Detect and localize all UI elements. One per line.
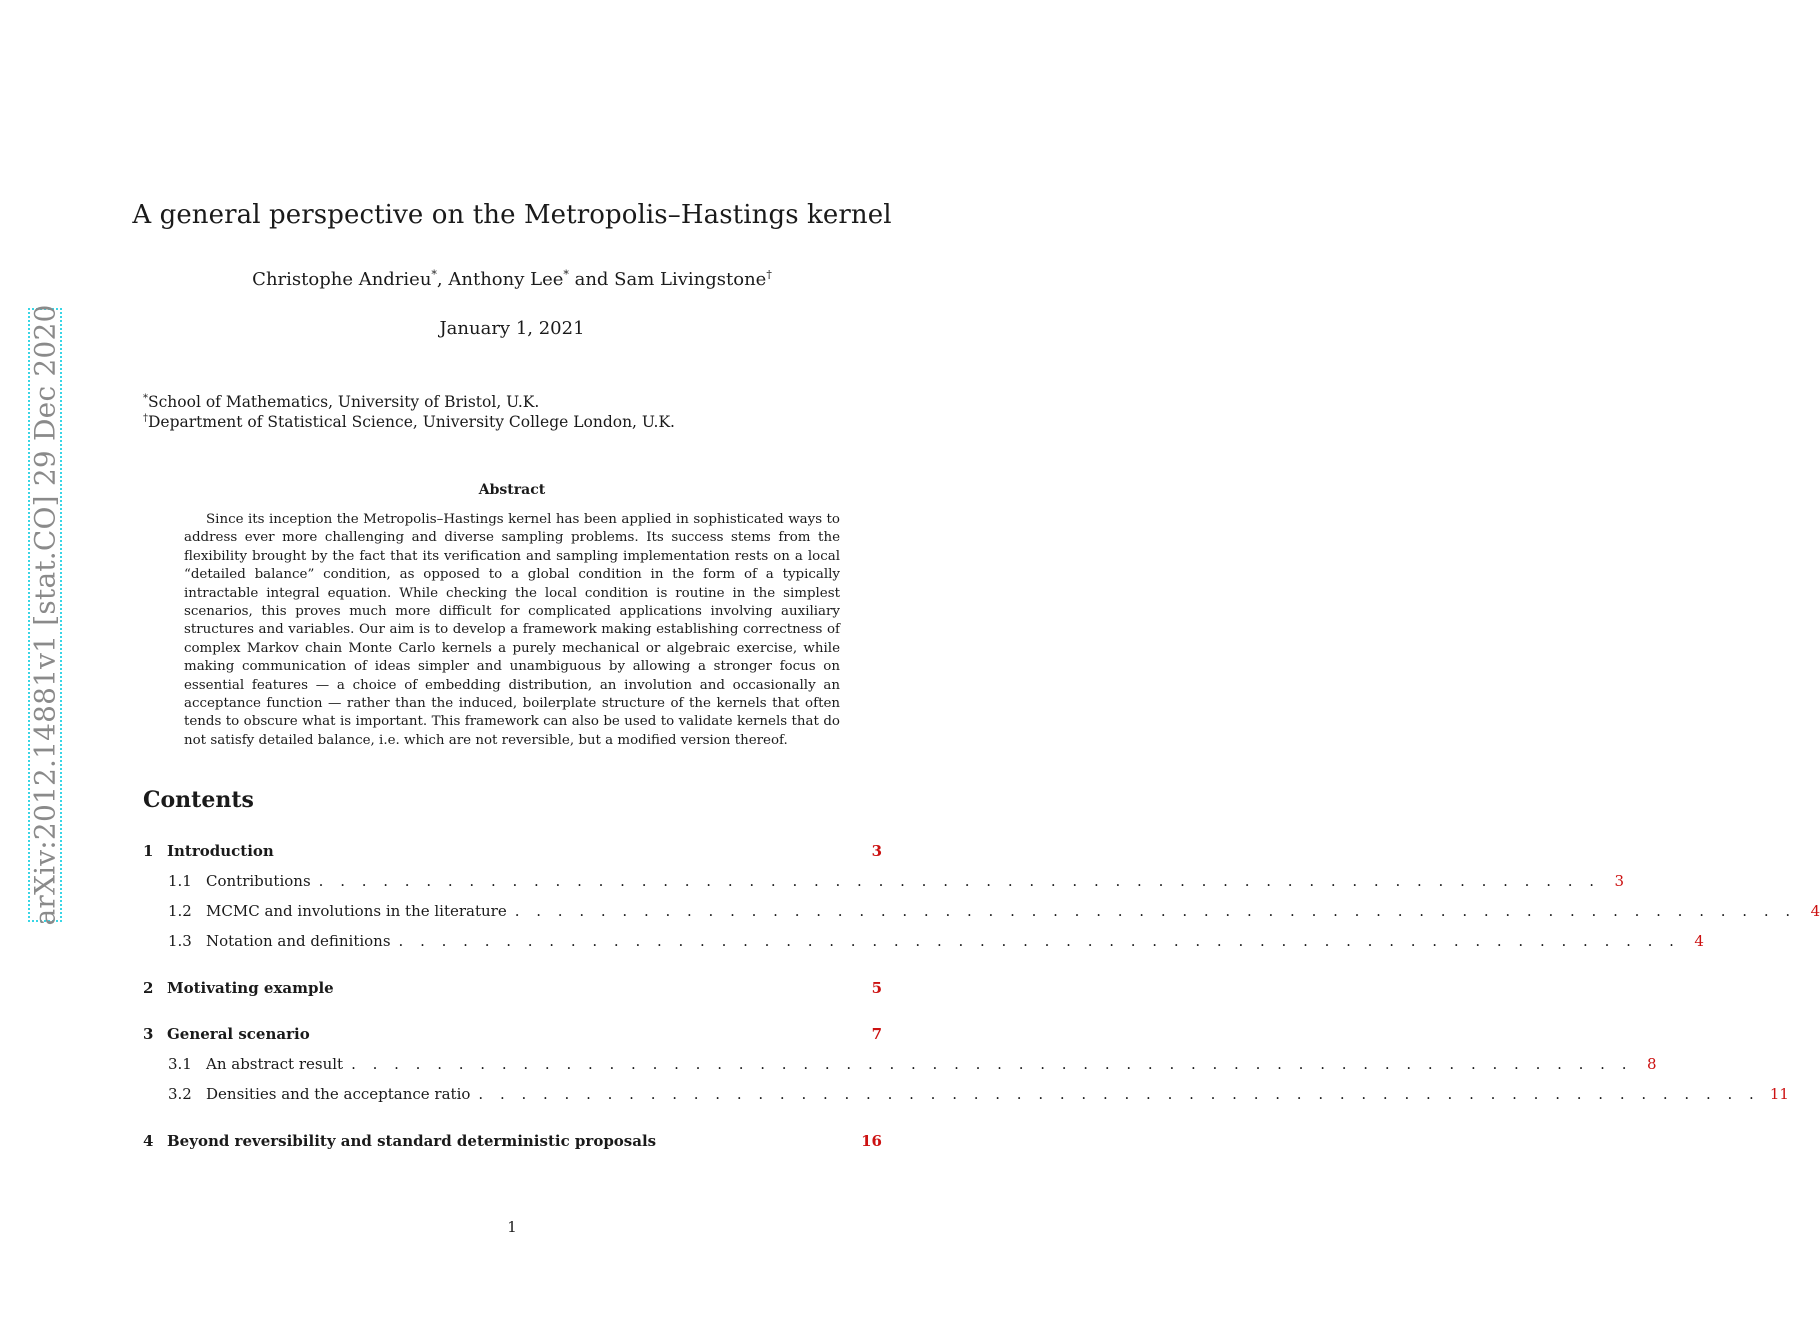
affiliation-text: School of Mathematics, University of Bristol, U.K. — [148, 393, 540, 412]
toc-page-link[interactable]: 7 — [871, 1025, 882, 1043]
toc-page-link[interactable]: 4 — [1694, 932, 1704, 950]
toc-title: Notation and definitions — [206, 932, 391, 950]
abstract-text: Since its inception the Metropolis–Hastings kernel has been applied in sophisticated ways to address ever more challenging and diverse sampling problems. Its success stems from the flexibility brought by the fact that its verification and sampling implementation rests on a local “detailed balance” condition, as opposed to a global condition in the form of a typically intractable integral equation. While checking the local condition is routine in the simplest scenarios, this proves much more difficult for complicated applications involving auxiliary structures and variables. Our aim is to develop a framework making establishing correctness of complex Markov chain Monte Carlo kernels a purely mechanical or algebraic exercise, while making communication of ideas simpler and unambiguous by allowing a stronger focus on essential features — a choice of embedding distribution, an involution and occasionally an acceptance function — rather than the induced, boilerplate structure of the kernels that often tends to obscure what is important. This framework can also be used to validate kernels that do not satisfy detailed balance, i.e. which are not reversible, but a modified version thereof. — [184, 512, 840, 748]
toc-dot-leader: . . . . . . . . . . . . . . . . . . . . . . . . . . . . . . . . . . . . . . . . . . . . . . . . . . . . . . . . . . . . — [478, 1085, 1760, 1103]
toc-dot-leader: . . . . . . . . . . . . . . . . . . . . . . . . . . . . . . . . . . . . . . . . . . . . . . . . . . . . . . . . . . . . — [514, 902, 1797, 920]
toc-number: 3.2 — [168, 1085, 192, 1103]
toc-title: Beyond reversibility and standard deterministic proposals — [167, 1132, 657, 1150]
toc-subsection-entry[interactable] — [143, 1085, 1789, 1107]
toc-page-link[interactable]: 4 — [1810, 902, 1820, 920]
affiliation — [143, 413, 675, 431]
toc-dot-leader: . . . . . . . . . . . . . . . . . . . . . . . . . . . . . . . . . . . . . . . . . . . . . . . . . . . . . . . . . . . . — [351, 1055, 1633, 1073]
toc-page-link[interactable]: 16 — [861, 1132, 882, 1150]
author-name: Anthony Lee — [448, 269, 564, 290]
toc-number: 1 — [143, 842, 154, 860]
toc-subsection-entry[interactable] — [143, 932, 1704, 954]
toc-title: An abstract result — [206, 1055, 344, 1073]
paper-title: A general perspective on the Metropolis–Hastings kernel — [132, 200, 892, 230]
toc-title: Introduction — [167, 842, 274, 860]
toc-page-link[interactable]: 3 — [1614, 872, 1625, 890]
author-name: Sam Livingstone — [614, 269, 767, 290]
page-number: 1 — [507, 1218, 517, 1236]
toc-page-link[interactable]: 11 — [1769, 1085, 1789, 1103]
paper-date: January 1, 2021 — [439, 318, 585, 339]
toc-number: 2 — [143, 979, 154, 997]
toc-section-entry[interactable] — [143, 979, 882, 1001]
author-list — [0, 268, 1024, 290]
arxiv-identifier[interactable]: arXiv:2012.14881v1 [stat.CO] 29 Dec 2020 — [28, 304, 62, 926]
toc-section-entry[interactable] — [143, 1132, 882, 1154]
toc-page-link[interactable]: 5 — [871, 979, 882, 997]
toc-section-entry[interactable] — [143, 842, 882, 864]
author-separator: and — [568, 269, 615, 290]
author-affiliation-mark: † — [766, 268, 772, 281]
toc-title: MCMC and involutions in the literature — [206, 902, 507, 920]
toc-title: Motivating example — [167, 979, 334, 997]
author-affiliation-mark: * — [431, 268, 437, 281]
affiliation-mark: * — [143, 393, 148, 404]
toc-title: Densities and the acceptance ratio — [206, 1085, 471, 1103]
affiliation — [143, 393, 539, 411]
toc-page-link[interactable]: 3 — [871, 842, 882, 860]
affiliation-text: Department of Statistical Science, University College London, U.K. — [148, 413, 675, 432]
toc-number: 3 — [143, 1025, 154, 1043]
toc-page-link[interactable]: 8 — [1646, 1055, 1657, 1073]
author-name: Christophe Andrieu — [252, 269, 432, 290]
toc-subsection-entry[interactable] — [143, 872, 1625, 894]
affiliation-mark: † — [143, 413, 148, 424]
toc-title: General scenario — [167, 1025, 310, 1043]
toc-dot-leader: . . . . . . . . . . . . . . . . . . . . . . . . . . . . . . . . . . . . . . . . . . . . . . . . . . . . . . . . . . . . — [318, 872, 1601, 890]
author-separator: , — [436, 269, 449, 290]
toc-title: Contributions — [206, 872, 311, 890]
toc-number: 3.1 — [168, 1055, 192, 1073]
toc-dot-leader: . . . . . . . . . . . . . . . . . . . . . . . . . . . . . . . . . . . . . . . . . . . . . . . . . . . . . . . . . . . . — [398, 932, 1680, 950]
toc-subsection-entry[interactable] — [143, 1055, 1657, 1077]
toc-number: 1.2 — [168, 902, 192, 920]
toc-subsection-entry[interactable] — [143, 902, 1820, 924]
toc-number: 1.1 — [168, 872, 192, 890]
toc-section-entry[interactable] — [143, 1025, 882, 1047]
toc-number: 1.3 — [168, 932, 192, 950]
author-affiliation-mark: * — [563, 268, 569, 281]
contents-heading: Contents — [143, 787, 254, 813]
abstract-heading: Abstract — [478, 482, 546, 498]
toc-number: 4 — [143, 1132, 154, 1150]
